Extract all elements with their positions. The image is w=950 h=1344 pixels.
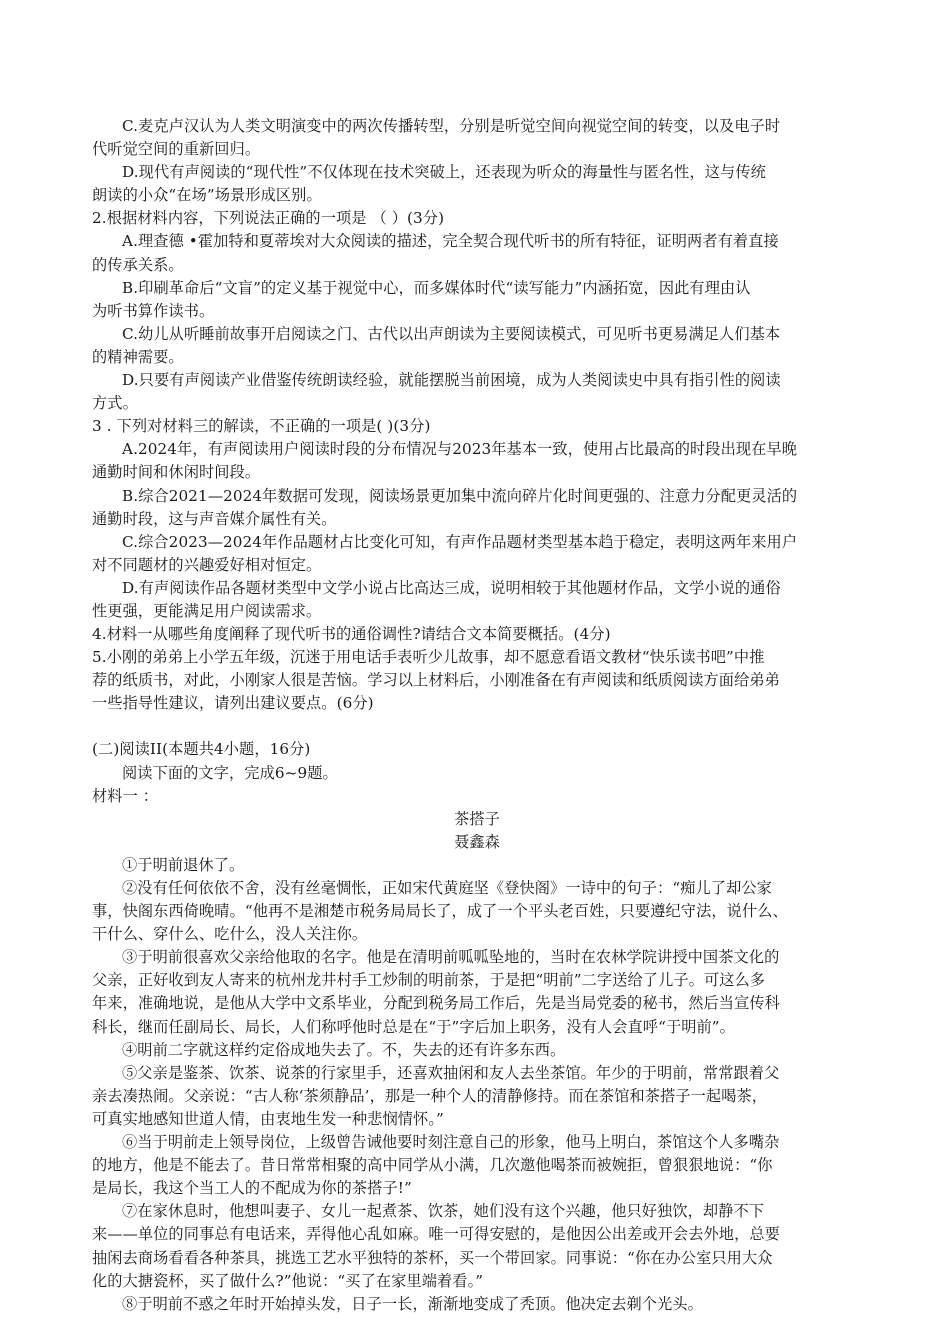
option (92, 577, 862, 623)
question-5-line: 一些指导性建议，请列出建议要点。(6分) (92, 694, 374, 713)
section-2-instruction: 阅读下面的文字，完成6~9题。 (122, 763, 338, 782)
option-line: 朗读的小众“在场”场景形成区别。 (92, 186, 322, 205)
paragraph-line: ③于明前很喜欢父亲给他取的名字。他是在清明前呱呱坠地的，当时在农林学院讲授中国茶文化的 (122, 948, 780, 967)
question-2 (92, 207, 862, 415)
option-line: 通勤时间和休闲时间段。 (92, 463, 261, 482)
paragraph-line: 父亲，正好收到友人寄来的杭州龙井村手工炒制的明前茶，于是把“明前”二字送给了儿子。可这么多 (92, 971, 766, 990)
option-line: 代听觉空间的重新回归。 (92, 140, 261, 159)
option-line: 的传承关系。 (92, 255, 184, 274)
option-line: 为听书算作读书。 (92, 301, 215, 320)
paragraph (92, 1062, 862, 1131)
paragraph-line: ⑤父亲是鉴茶、饮茶、说茶的行家里手，还喜欢抽闲和友人去坐茶馆。年少的于明前，常常跟着父 (122, 1063, 780, 1082)
question-1-options-tail (92, 115, 862, 207)
paragraph (92, 1131, 862, 1200)
article-body (92, 854, 862, 1316)
paragraph-line: 可真实地感知世道人情，由衷地生发一种悲悯情怀。” (92, 1109, 444, 1128)
paragraph-line: 事，快阁东西倚晚晴。“他再不是湘楚市税务局局长了，成了一个平头老百姓，只要遵纪守法，说什么、 (92, 902, 788, 921)
paragraph-line: 来——单位的同事总有电话来，弄得他心乱如麻。唯一可得安慰的，是他因公出差或开会去外地，总要 (92, 1225, 780, 1244)
option (92, 277, 862, 323)
question-5 (92, 646, 862, 715)
paragraph (92, 1293, 862, 1316)
option (92, 323, 862, 369)
paragraph-line: 是局长，我这个当工人的不配成为你的茶搭子!” (92, 1179, 412, 1198)
article-author: 聂鑫森 (454, 832, 500, 851)
paragraph (92, 1200, 862, 1292)
option (92, 438, 862, 484)
option-line: 性更强，更能满足用户阅读需求。 (92, 601, 322, 620)
option-line: A.理查德 •霍加特和夏蒂埃对大众阅读的描述，完全契合现代听书的所有特征，证明两者有着直接 (122, 232, 779, 251)
paragraph-line: 干什么、穿什么、吃什么，没人关注你。 (92, 925, 368, 944)
option-line: A.2024年，有声阅读用户阅读时段的分布情况与2023年基本一致，使用占比最高的时段出现在早晚 (122, 440, 798, 459)
question-5-line: 5.小刚的弟弟上小学五年级，沉迷于用电话手表听少儿故事，却不愿意看语文教材“快乐读书吧”中推 (92, 648, 765, 667)
section-2-heading: (二)阅读II(本题共4小题，16分) (92, 740, 311, 759)
paragraph-line: ⑧于明前不惑之年时开始掉头发，日子一长，渐渐地变成了秃顶。他决定去剃个光头。 (122, 1294, 703, 1313)
option (92, 230, 862, 276)
question-2-stem: 2.根据材料内容，下列说法正确的一项是 （ ）(3分) (92, 209, 445, 228)
option (92, 531, 862, 577)
option (92, 161, 862, 207)
paragraph (92, 854, 862, 877)
option-line: 通勤时段，这与声音媒介属性有关。 (92, 509, 337, 528)
question-2-options (92, 230, 862, 415)
paragraph-line: ②没有任何依依不舍，没有丝毫惆怅，正如宋代黄庭坚《登快阁》一诗中的句子：“痴儿了却公家 (122, 879, 772, 897)
option-line: D.有声阅读作品各题材类型中文学小说占比高达三成，说明相较于其他题材作品，文学小说的通俗 (122, 578, 781, 597)
paragraph (92, 1039, 862, 1062)
option-line: C.麦克卢汉认为人类文明演变中的两次传播转型，分别是听觉空间向视觉空间的转变，以及电子时 (122, 117, 781, 135)
paragraph-line: 抽闲去商场看看各种茶具，挑选工艺水平独特的茶杯，买一个带回家。同事说：“你在办公室只用大众 (92, 1248, 773, 1267)
paragraph-line: 的地方，他是不能去了。昔日常常相聚的高中同学从小满，几次邀他喝茶而被婉拒，曾狠狠地说：“你 (92, 1156, 773, 1175)
question-5-line: 荐的纸质书，对此，小刚家人很是苦恼。学习以上材料后，小刚准备在有声阅读和纸质阅读方面给弟弟 (92, 671, 780, 690)
paragraph-line: ⑦在家休息时，他想叫妻子、女儿一起煮茶、饮茶，她们没有这个兴趣，他只好独饮，却静不下 (122, 1202, 765, 1221)
option-line: B.综合2021—2024年数据可发现，阅读场景更加集中流向碎片化时间更强的、注意力分配更灵活的 (122, 486, 798, 505)
paragraph-line: ①于明前退休了。 (122, 855, 245, 874)
option (92, 369, 862, 415)
question-3-options (92, 438, 862, 623)
material-label: 材料一 ： (92, 786, 159, 805)
paragraph-line: ⑥当于明前走上领导岗位，上级曾告诫他要时刻注意自己的形象，他马上明白，茶馆这个人多嘴杂 (122, 1133, 780, 1152)
paragraph-line: 亲去凑热闹。父亲说：“古人称‘茶须静品’，那是一种个人的清静修持。而在茶馆和茶搭子一起喝茶， (92, 1086, 768, 1105)
option-line: C.综合2023—2024年作品题材占比变化可知，有声作品题材类型基本趋于稳定，表明这两年来用户 (122, 532, 798, 551)
question-3 (92, 415, 862, 623)
option (92, 115, 862, 161)
option-line: C.幼儿从听睡前故事开启阅读之门、古代以出声朗读为主要阅读模式，可见听书更易满足人们基本 (122, 324, 781, 343)
question-4: 4.材料一从哪些角度阐释了现代听书的通俗调性?请结合文本简要概括。(4分) (92, 625, 611, 644)
paragraph (92, 946, 862, 1038)
paragraph-line: 年来，准确地说，是他从大学中文系毕业，分配到税务局工作后，先是当局党委的秘书，然后当宣传科 (92, 994, 780, 1013)
paragraph (92, 877, 862, 946)
paragraph-line: ④明前二字就这样约定俗成地失去了。不，失去的还有许多东西。 (122, 1040, 566, 1059)
paragraph-line: 科长，继而任副局长、局长，人们称呼他时总是在“于”字后加上职务，没有人会直呼“于明前”。 (92, 1017, 735, 1036)
option-line: 对不同题材的兴趣爱好相对恒定。 (92, 555, 322, 574)
option (92, 485, 862, 531)
option-line: 的精神需要。 (92, 347, 184, 366)
option-line: 方式。 (92, 394, 138, 413)
article-title: 茶搭子 (454, 809, 500, 828)
paragraph-line: 化的大搪瓷杯，买了做什么?”他说：“买了在家里端着看。” (92, 1271, 484, 1290)
option-line: D.只要有声阅读产业借鉴传统朗读经验，就能摆脱当前困境，成为人类阅读史中具有指引性的阅读 (122, 371, 781, 390)
question-3-stem: 3 . 下列对材料三的解读，不正确的一项是( )(3分) (92, 417, 431, 436)
option-line: B.印刷革命后“文盲”的定义基于视觉中心，而多媒体时代“读写能力”内涵拓宽，因此有理由认 (122, 278, 751, 297)
option-line: D.现代有声阅读的“现代性”不仅体现在技术突破上，还表现为听众的海量性与匿名性，这与传统 (122, 163, 766, 182)
